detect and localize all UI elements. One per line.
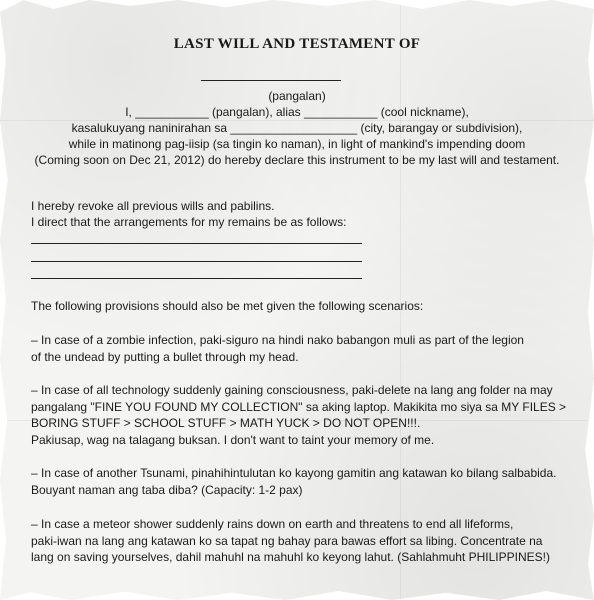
- provision-line: – In case of a zombie infection, paki-siguro na hindi nako babangon muli as part of the legion: [31, 333, 524, 347]
- intro-line: kasalukuyang naninirahan sa ___________________ (city, barangay or subdivision),: [71, 121, 523, 135]
- provision-line: – In case of all technology suddenly gaining consciousness, paki-delete na lang ang folder na may: [31, 383, 553, 397]
- arrangement-blank-line: [31, 243, 362, 244]
- provision-line: paki-iwan na lang ang katawan ko sa tapat ng bahay para bawas effort sa libing. Concentrate na: [31, 533, 543, 548]
- provision-line: BORING STUFF > SCHOOL STUFF > MATH YUCK > DO NOT OPEN!!!.: [31, 416, 421, 430]
- provision-technology: [31, 382, 571, 448]
- document-title: LAST WILL AND TESTAMENT OF: [173, 36, 421, 52]
- revoke-line: I hereby revoke all previous wills and pabilins.: [31, 199, 275, 213]
- provision-line: – In case a meteor shower suddenly rains down on earth and threatens to end all lifeforms,: [31, 517, 514, 531]
- provision-line: of the undead by putting a bullet through my head.: [31, 349, 299, 364]
- name-caption: (pangalan): [268, 89, 326, 103]
- intro-line: (Coming soon on Dec 21, 2012) do hereby declare this instrument to be my last will and testament.: [34, 153, 560, 167]
- name-blank-line: [201, 80, 341, 81]
- provision-line: pangalang "FINE YOU FOUND MY COLLECTION" sa aking laptop. Makikita mo siya sa MY FILES >: [31, 399, 567, 414]
- provision-tsunami: [31, 465, 571, 498]
- provision-line: Pakiusap, wag na talagang buksan. I don't want to taint your memory of me.: [31, 432, 435, 447]
- provision-line: Bouyant naman ang taba diba? (Capacity: 1-2 pax): [31, 482, 303, 497]
- intro-line: I, ___________ (pangalan), alias ___________ (cool nickname),: [125, 105, 469, 119]
- provisions-heading: The following provisions should also be met given the following scenarios:: [31, 299, 424, 313]
- arrangement-blank-line: [31, 261, 362, 262]
- arrangement-blank-line: [31, 278, 362, 279]
- provision-line: – In case of another Tsunami, pinahihintulutan ko kayong gamitin ang katawan ko bilang salbabida.: [31, 466, 557, 480]
- provision-meteor: [31, 516, 571, 566]
- intro-line: while in matinong pag-iisip (sa tingin ko naman), in light of mankind's impending doom: [68, 137, 526, 151]
- provision-line: lang on saving yourselves, dahil mahuhl na mahuhl ko keyong lahut. (Sahlahmuht PHILIPPINES!): [31, 550, 550, 564]
- remains-line: I direct that the arrangements for my remains be as follows:: [31, 215, 347, 229]
- provision-zombie: [31, 332, 571, 365]
